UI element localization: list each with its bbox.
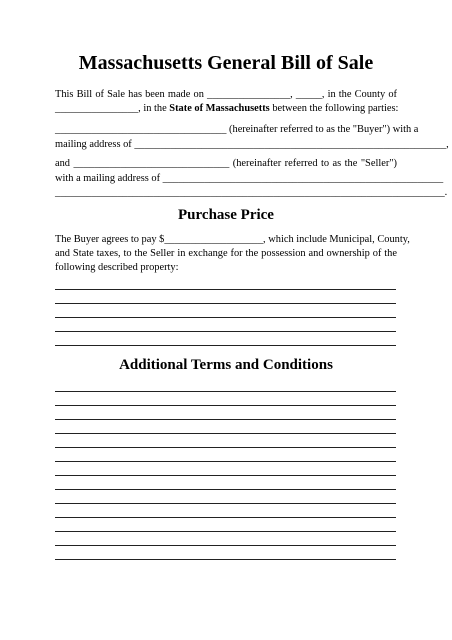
- seller-line-3: ___________________________________________________________________________.: [55, 187, 448, 198]
- buyer-line-1: _________________________________ (hereinafter referred to as the "Buyer") with a: [55, 124, 419, 135]
- terms-blank-line: [55, 517, 396, 518]
- terms-blank-line: [55, 433, 396, 434]
- terms-blank-line: [55, 447, 396, 448]
- intro-line-2-end: between the following parties:: [269, 103, 399, 114]
- terms-blank-line: [55, 545, 396, 546]
- property-blank-line: [55, 289, 396, 290]
- terms-blank-line: [55, 419, 396, 420]
- terms-blank-line: [55, 405, 396, 406]
- additional-terms-heading: Additional Terms and Conditions: [119, 357, 333, 373]
- terms-blank-line: [55, 461, 396, 462]
- terms-blank-line: [55, 531, 396, 532]
- seller-line-2: with a mailing address of ______________________________________________________: [55, 173, 444, 184]
- terms-blank-line: [55, 503, 396, 504]
- property-blank-line: [55, 345, 396, 346]
- purchase-price-heading: Purchase Price: [178, 207, 274, 223]
- purchase-price-line-2: and State taxes, to the Seller in exchange for the possession and ownership of the: [55, 248, 397, 259]
- terms-blank-line: [55, 475, 396, 476]
- buyer-line-2: mailing address of ____________________________________________________________,: [55, 139, 449, 150]
- purchase-price-line-1: The Buyer agrees to pay $___________________, which include Municipal, County,: [55, 234, 410, 245]
- intro-line-1: This Bill of Sale has been made on ________________, _____, in the County of: [55, 89, 397, 100]
- property-blank-line: [55, 317, 396, 318]
- document-title: Massachusetts General Bill of Sale: [78, 52, 374, 74]
- property-blank-line: [55, 303, 396, 304]
- seller-line-1: and ______________________________ (hereinafter referred to as the "Seller"): [55, 158, 397, 169]
- terms-blank-line: [55, 391, 396, 392]
- intro-line-2: [55, 102, 398, 115]
- property-blank-line: [55, 331, 396, 332]
- purchase-price-line-3: following described property:: [55, 262, 179, 273]
- state-name: State of Massachusetts: [169, 103, 270, 114]
- intro-line-2-start: ________________, in the: [55, 103, 170, 114]
- terms-blank-line: [55, 559, 396, 560]
- terms-blank-line: [55, 489, 396, 490]
